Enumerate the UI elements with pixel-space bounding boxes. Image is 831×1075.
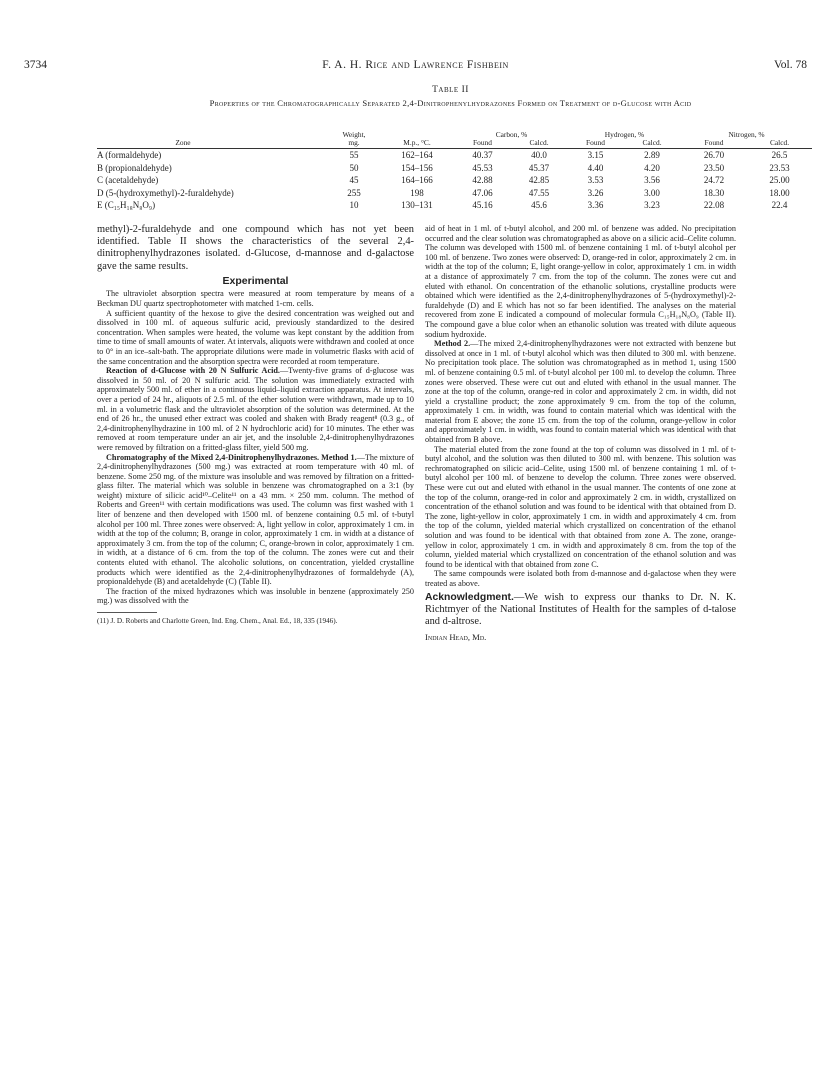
lead-text: methyl)-2-furaldehyde and one compound which has not yet been identified. Table II shows the characteristics of the several 2,4-dinitrophenylhydrazones isolated. d-Glucose, d-mannose and d-galactose gave the same results. <box>97 224 414 272</box>
carbon-calcd-cell: 45.37 <box>528 162 550 173</box>
paragraph: The same compounds were isolated both from d-mannose and d-galactose when they were treated as above. <box>425 569 736 588</box>
table-row <box>97 174 812 186</box>
nitrogen-found-header: Found <box>681 139 747 149</box>
hydrogen-calcd-cell: 3.23 <box>644 200 660 211</box>
run-in-heading: Reaction of d-Glucose with 20 N Sulfuric Acid. <box>106 366 280 376</box>
carbon-group-header: Carbon, % <box>495 130 528 139</box>
footnote: (11) J. D. Roberts and Charlotte Green, Ind. Eng. Chem., Anal. Ed., 18, 335 (1946). <box>97 617 338 625</box>
hydrogen-calcd-cell: 2.89 <box>644 150 660 161</box>
acknowledgment <box>425 592 736 629</box>
running-authors: F. A. H. Rice and Lawrence Fishbein <box>322 59 509 71</box>
nitrogen-calcd-cell: 25.00 <box>769 175 790 186</box>
nitrogen-found-cell: 22.08 <box>703 200 725 211</box>
carbon-calcd-cell: 42.85 <box>528 175 550 186</box>
mg-header: mg. <box>329 139 379 149</box>
nitrogen-calcd-cell: 23.53 <box>769 162 790 173</box>
nitrogen-calcd-cell: 18.00 <box>769 187 790 198</box>
nitrogen-calcd-cell: 26.5 <box>771 150 788 161</box>
nitrogen-found-cell: 18.30 <box>703 187 725 198</box>
table-number: Table II <box>432 85 469 95</box>
author-address: Indian Head, Md. <box>425 632 487 643</box>
carbon-found-cell: 45.53 <box>472 162 493 173</box>
hydrogen-calcd-cell: 3.56 <box>644 175 660 186</box>
running-header <box>24 59 807 73</box>
paragraph-text: —The mixed 2,4-dinitrophenylhydrazones were not extracted with benzene but dissolved at once in 1 ml. of t-butyl alcohol which was then diluted to 300 ml. with benzene. No precipitation took place. The solution was chromatographed as in method 1, using 1500 ml. of benzene containing 0.5 ml. of t-butyl alcohol per 100 ml. to develop the column. Three zones were observed. These were cut out and eluted with ethanol in the usual manner. The zone at the top of the column, orange-red in color and approximately 2 cm. in width, did not yield a crystalline product; the zone approximately 9 cm. from the top of the column, approximately 1 cm. in width, was found to contain material which was identical with the material from E above; the zone 15 cm. from the top of the column, orange-yellow in color and approximately 1 cm. in width, was found to contain material which was identical with that obtained from B above. <box>425 339 736 445</box>
carbon-calcd-cell: 40.0 <box>531 150 547 161</box>
hydrogen-found-cell: 3.53 <box>587 175 604 186</box>
run-in-heading: Method 2. <box>434 339 471 349</box>
carbon-found-cell: 40.37 <box>472 150 493 161</box>
carbon-found-header: Found <box>455 139 510 149</box>
acknowledgment-heading: Acknowledgment. <box>425 591 514 603</box>
carbon-found-cell: 45.16 <box>472 200 493 211</box>
hydrogen-found-cell: 4.40 <box>587 162 604 173</box>
paragraph-text: —Twenty-five grams of d-glucose was dissolved in 50 ml. of 20 N sulfuric acid. The solution was immediately extracted with approximately 500 ml. of ether in a continuous liquid–liquid extraction apparatus. At intervals, over a period of 24 hr., aliquots of 2.5 ml. of the ether solution were withdrawn, made up to 10 ml. in a volumetric flask and the ultraviolet absorption of the solution was determined. At the end of 26 hr., the unused ether extract was cooled and shaken with Brady reagent⁸ (0.3 g., of 2,4-dinitrophenylhydrazine in 100 ml. of 2 N hydrochloric acid) for 10 minutes. The ether was removed at room temperature under an air jet, and the insoluble 2,4-dinitrophenylhydrazones were removed by filtration on a fritted-glass filter, yield 500 mg. <box>97 366 414 452</box>
hydrogen-found-header: Found <box>568 139 623 149</box>
weight-cell: 55 <box>349 150 359 161</box>
paragraph-text: —The mixture of 2,4-dinitrophenylhydrazones (500 mg.) was extracted at room temperature with 40 ml. of benzene. Some 250 mg. of the mixture was insoluble and was removed by filtration on a fritted-glass filter. The material which was soluble in benzene was chromatographed on a 3:1 (by weight) mixture of silicic acid¹⁰–Celite¹¹ on a 43 mm. × 250 mm. column. The method of Roberts and Green¹¹ with certain modifications was used. The column was first washed with 1 liter of benzene and then developed with 1500 ml. of benzene containing 0.5 ml. of t-butyl alcohol per 100 ml. Three zones were observed: A, light yellow in color, approximately 1 cm. in width at the top of the column; B, orange in color, approximately 1 cm. in width at a distance of approximately 3 cm. from the top of the column; C, orange-brown in color, approximately 1 cm. in width, at a distance of 6 cm. from the top of the column. The zones were cut and their contents eluted with ethanol. The alcoholic solutions, on concentration, yielded crystalline products which were identified as the 2,4-dinitrophenylhydrazones of formaldehyde (A), propionaldehyde (B) and acetaldehyde (C) (Table II). <box>97 452 415 587</box>
right-column <box>425 224 736 643</box>
carbon-calcd-cell: 45.6 <box>531 200 547 211</box>
carbon-found-cell: 47.06 <box>472 187 493 198</box>
mp-cell: 130–131 <box>401 200 433 211</box>
table-row <box>97 162 812 174</box>
zone-cell: A (formaldehyde) <box>97 150 162 161</box>
weight-cell: 50 <box>349 162 359 173</box>
hydrogen-found-cell: 3.36 <box>587 200 604 211</box>
zone-header: Zone <box>97 139 329 149</box>
zone-cell: C (acetaldehyde) <box>97 175 159 186</box>
hydrogen-found-cell: 3.26 <box>587 187 604 198</box>
carbon-found-cell: 42.88 <box>472 175 493 186</box>
mp-header: M.p., °C. <box>379 139 455 149</box>
lead-paragraph <box>97 224 414 273</box>
nitrogen-group-header: Nitrogen, % <box>728 130 765 139</box>
paragraph: aid of heat in 1 ml. of t-butyl alcohol, and 200 ml. of benzene was added. No precipitation occurred and the clear solution was chromatographed as above on a silicic acid–Celite column. The column was developed with 1500 ml. of benzene containing 1 ml. of t-butyl alcohol per 100 ml. of benzene. Two zones were observed: D, orange-red in color, approximately 2 cm. in width at the top of the column; E, light orange-yellow in color, approximately 1 cm. in width at a distance of approximately 7 cm. from the top of the column. The zones were cut and eluted with ethanol. On concentration of the ethanolic solutions, crystalline products were obtained which were identified as the 2,4-dinitrophenylhydrazones of 5-(hydroxymethyl)-2-furaldehyde (D) and E which has not so far been identified. The analyses on the material recovered from zone E indicated a compound of molecular formula C₁₅H₁₈N₈O₉ (Table II). The compound gave a blue color when an ethanolic solution was treated with dilute aqueous sodium hydroxide. <box>425 224 737 339</box>
page-number: 3734 <box>24 59 47 71</box>
nitrogen-calcd-header: Calcd. <box>747 139 812 149</box>
weight-cell: 10 <box>349 200 359 211</box>
table-sub-header-row <box>97 139 812 149</box>
zone-cell: E (C₁₅H₁₈N₈O₉) <box>97 200 156 211</box>
nitrogen-found-cell: 24.72 <box>703 175 725 186</box>
nitrogen-found-cell: 23.50 <box>703 162 725 173</box>
hydrogen-calcd-header: Calcd. <box>623 139 681 149</box>
paragraph <box>97 453 414 587</box>
table-row <box>97 149 812 162</box>
table-title: Properties of the Chromatographically Separated 2,4-Dinitrophenylhydrazones Formed on Treatment of d-Glucose with Acid <box>209 98 692 109</box>
acknowledgment-text: —We wish to express our thanks to Dr. N. K. Richtmyer of the National Institutes of Health for the samples of d-talose and d-altrose. <box>425 591 736 627</box>
zone-cell: D (5-(hydroxymethyl)-2-furaldehyde) <box>97 187 234 198</box>
hydrogen-calcd-cell: 3.00 <box>644 187 660 198</box>
footnote-rule <box>97 612 157 613</box>
hydrogen-calcd-cell: 4.20 <box>644 162 660 173</box>
carbon-calcd-cell: 47.55 <box>528 187 550 198</box>
mp-cell: 154–156 <box>401 162 433 173</box>
paragraph <box>97 366 414 452</box>
zone-cell: B (propionaldehyde) <box>97 162 172 173</box>
hydrogen-found-cell: 3.15 <box>587 150 604 161</box>
experimental-heading: Experimental <box>222 274 289 287</box>
weight-cell: 255 <box>347 187 361 198</box>
paragraph: The ultraviolet absorption spectra were measured at room temperature by means of a Beckman DU quartz spectrophotometer with matched 1-cm. cells. <box>97 289 414 308</box>
mp-cell: 164–166 <box>401 175 433 186</box>
table-row <box>97 187 812 199</box>
table-ii <box>97 131 812 211</box>
weight-cell: 45 <box>349 175 359 186</box>
paragraph <box>425 339 736 445</box>
carbon-calcd-header: Calcd. <box>510 139 568 149</box>
paragraph: The fraction of the mixed hydrazones which was insoluble in benzene (approximately 250 mg.) was dissolved with the <box>97 586 414 606</box>
table-caption <box>100 85 801 109</box>
weight-group-header: Weight, <box>342 130 366 139</box>
run-in-heading: Chromatography of the Mixed 2,4-Dinitrophenylhydrazones. Method 1. <box>106 452 357 462</box>
hydrogen-group-header: Hydrogen, % <box>604 130 645 139</box>
volume-label: Vol. 78 <box>773 59 807 71</box>
mp-cell: 198 <box>410 187 424 198</box>
paragraph: The material eluted from the zone found at the top of column was dissolved in 1 ml. of t-butyl alcohol, and the solution was then diluted to 300 ml. with benzene. This solution was rechromatographed on silicic acid–Celite, using 1500 ml. of benzene containing 1 ml. of t-butyl alcohol per 100 ml. of benzene to develop the column. Three zones were observed. These were cut out and eluted with ethanol in the usual manner. The contents of one zone at the top of the column, orange-red in color and approximately 2 cm. in width, crystallized on concentration of the ethanol solution and was found to be identical with that obtained from D. The zone, light-yellow in color, approximately 1 cm. in width and approximately 4 cm. from the top of the column, yielded material which crystallized on concentration of the ethanol solution and was found to be identical with that obtained from zone A. The zone, orange-yellow in color, approximately 1 cm. in width and approximately 8 cm. from the top of the column, yielded material which crystallized on concentration of the ethanol solution and was found to be identical with that obtained from zone C. <box>425 444 736 569</box>
paragraph: A sufficient quantity of the hexose to give the desired concentration was weighed out and dissolved in 100 ml. of aqueous sulfuric acid, previously standardized to the desired concentration. When samples were heated, the volume was kept constant by the addition from time to time of small amounts of water. At intervals, aliquots were withdrawn and cooled at once to 0° in an ice–salt-bath. The appropriate dilutions were made in volumetric flasks with acid of the same concentration and the absorption spectra were recorded at room temperature. <box>97 308 414 366</box>
table-row <box>97 199 812 211</box>
nitrogen-found-cell: 26.70 <box>703 150 725 161</box>
left-column <box>97 224 414 626</box>
mp-cell: 162–164 <box>401 150 433 161</box>
nitrogen-calcd-cell: 22.4 <box>771 200 788 211</box>
